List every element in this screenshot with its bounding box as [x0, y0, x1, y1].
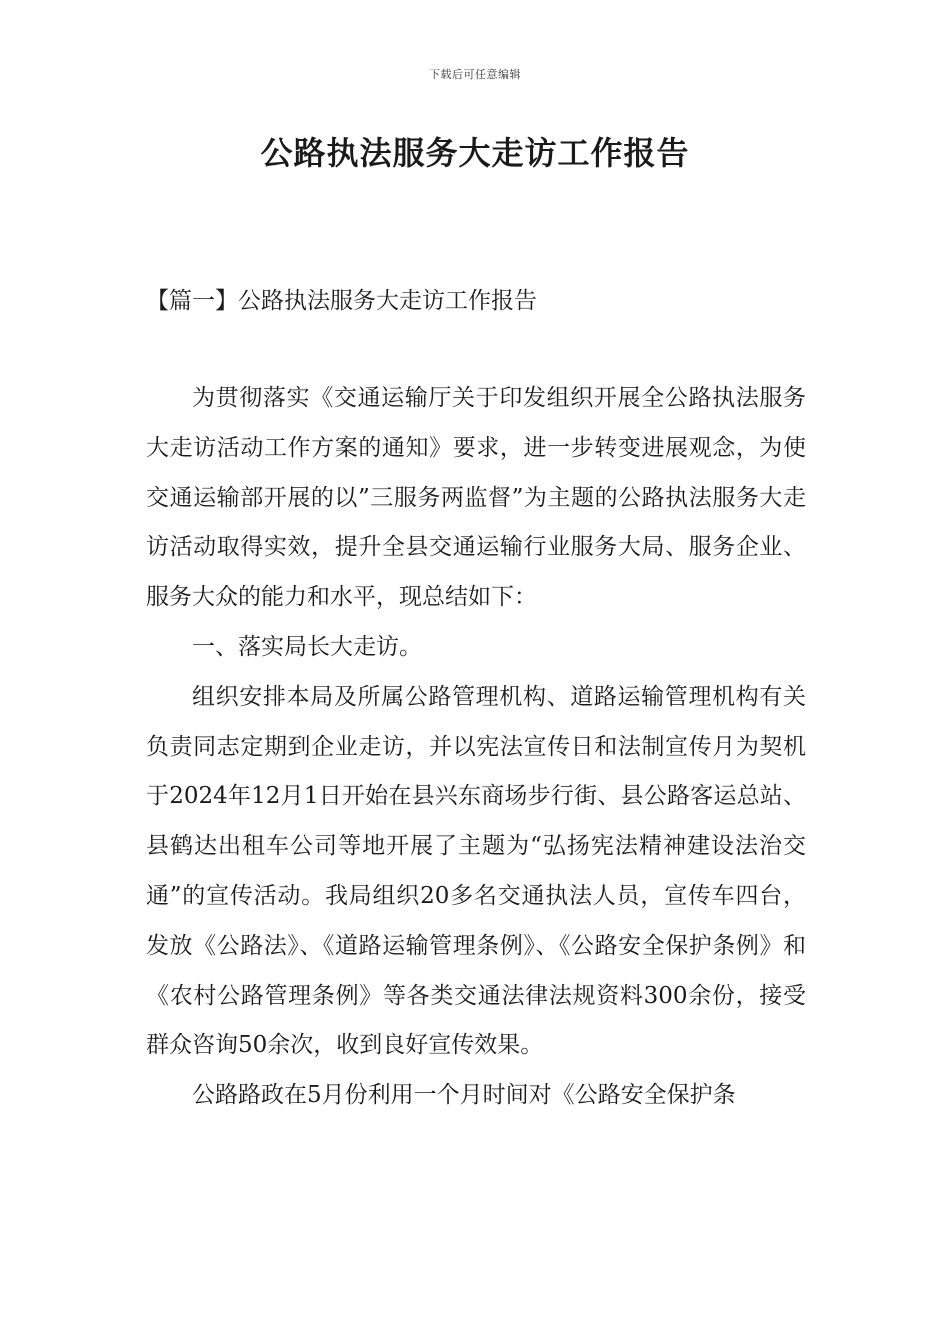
header-note: 下载后可任意编辑 [429, 68, 521, 81]
section-heading: 【篇一】公路执法服务大走访工作报告 [146, 288, 537, 314]
paragraph: 组织安排本局及所属公路管理机构、道路运输管理机构有关负责同志定期到企业走访，并以宪法宣传日和法制宣传月为契机于2024年12月1日开始在县兴东商场步行街、县公路客运总站、县鹤达出租车公司等地开展了主题为“弘扬宪法精神建设法治交通”的宣传活动。我局组织20多名交通执法人员，宣传车四台，发放《公路法》、《道路运输管理条例》、《公路安全保护条例》和《农村公路管理条例》等各类交通法律法规资料300余份，接受群众咨询50余次，收到良好宣传效果。 [146, 683, 806, 1059]
body-text [146, 374, 806, 1121]
paragraph: 为贯彻落实《交通运输厅关于印发组织开展全公路执法服务大走访活动工作方案的通知》要求，进一步转变进展观念，为使交通运输部开展的以”三服务两监督”为主题的公路执法服务大走访活动取得实效，提升全县交通运输行业服务大局、服务企业、服务大众的能力和水平，现总结如下： [146, 385, 806, 611]
paragraph: 一、落实局长大走访。 [192, 633, 422, 660]
document-title: 公路执法服务大走访工作报告 [260, 134, 690, 172]
paragraph: 公路路政在5月份利用一个月时间对《公路安全保护条 [192, 1082, 736, 1109]
